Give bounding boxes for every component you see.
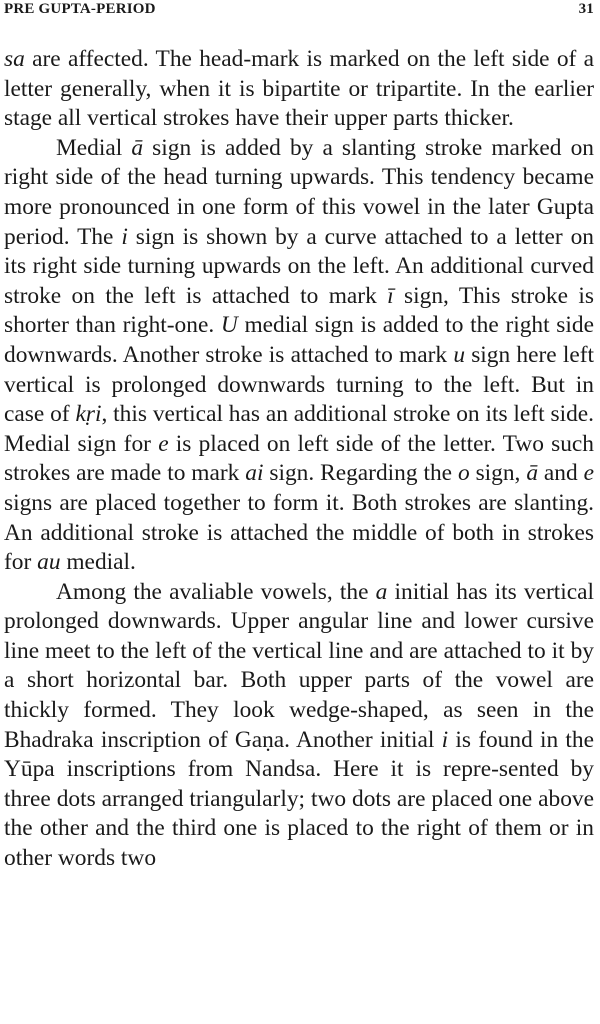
- italic-term: ā: [131, 134, 144, 161]
- text-run: are affected. The head-mark is marked on the left side of a letter generally, when it is bipartite or tripartite. In the earlier stage all vertical strokes have their upper parts thicker.: [4, 46, 594, 132]
- italic-term: kṛi: [75, 401, 102, 428]
- italic-term: U: [220, 312, 238, 339]
- text-run: medial.: [60, 549, 136, 576]
- running-title: PRE GUPTA-PERIOD: [4, 1, 156, 17]
- italic-term: ī: [387, 282, 394, 309]
- text-run: is placed on left side of the letter. Two such strokes are made to mark: [4, 430, 594, 487]
- text-run: Medial: [56, 134, 132, 161]
- text-run: sign, This stroke is shorter than right-one.: [4, 282, 594, 339]
- text-run: and: [538, 460, 584, 487]
- italic-term: i: [121, 223, 128, 250]
- italic-term: o: [457, 460, 470, 487]
- body-text: [4, 45, 594, 874]
- text-run: sign,: [469, 460, 527, 487]
- italic-term: ā: [526, 460, 539, 487]
- text-run: is found in the Yūpa inscriptions from Nandsa. Here it is repre-sented by three dots arranged triangularly; two dots are placed one above the other and the third one is placed to the right of them or in other words two: [4, 726, 594, 872]
- italic-term: au: [37, 549, 61, 576]
- italic-term: u: [453, 341, 466, 368]
- italic-term: i: [441, 726, 449, 753]
- italic-term: ai: [245, 460, 264, 487]
- text-run: sign is added by a slanting stroke marked on right side of the head turning upwards. This tendency became more pronounced in one form of this vowel in the later Gupta period. The: [4, 134, 595, 250]
- text-run: Among the avaliable vowels, the: [56, 578, 376, 605]
- text-run: sign is shown by a curve attached to a letter on its right side turning upwards on the left. An additional curved stroke on the left is attached to mark: [4, 223, 594, 309]
- text-run: initial has its vertical prolonged downwards. Upper angular line and lower cursive line meet to the left of the vertical line and are attached to it by a short horizontal bar. Both upper parts of the vowel are thickly formed. They look wedge-shaped, as seen in the Bhadraka inscription of Gaṇa. Another initial: [4, 578, 594, 753]
- text-run: sign here left vertical is prolonged downwards turning to the left. But in case of: [4, 341, 594, 428]
- running-head: [4, 0, 594, 20]
- text-run: sign. Regarding the: [263, 460, 458, 487]
- italic-term: a: [375, 578, 388, 605]
- page-number: 31: [578, 1, 594, 17]
- text-run: signs are placed together to form it. Both strokes are slanting. An additional stroke is attached the middle of both in strokes for: [4, 489, 594, 576]
- text-run: , this vertical has an additional stroke on its left side. Medial sign for: [4, 401, 594, 457]
- text-run: medial sign is added to the right side downwards. Another stroke is attached to mark: [4, 312, 594, 368]
- italic-term: sa: [4, 46, 25, 72]
- italic-term: e: [583, 460, 594, 487]
- paragraph: [4, 134, 594, 578]
- paragraph: [4, 45, 594, 134]
- paragraph: [4, 578, 594, 874]
- italic-term: e: [158, 430, 169, 457]
